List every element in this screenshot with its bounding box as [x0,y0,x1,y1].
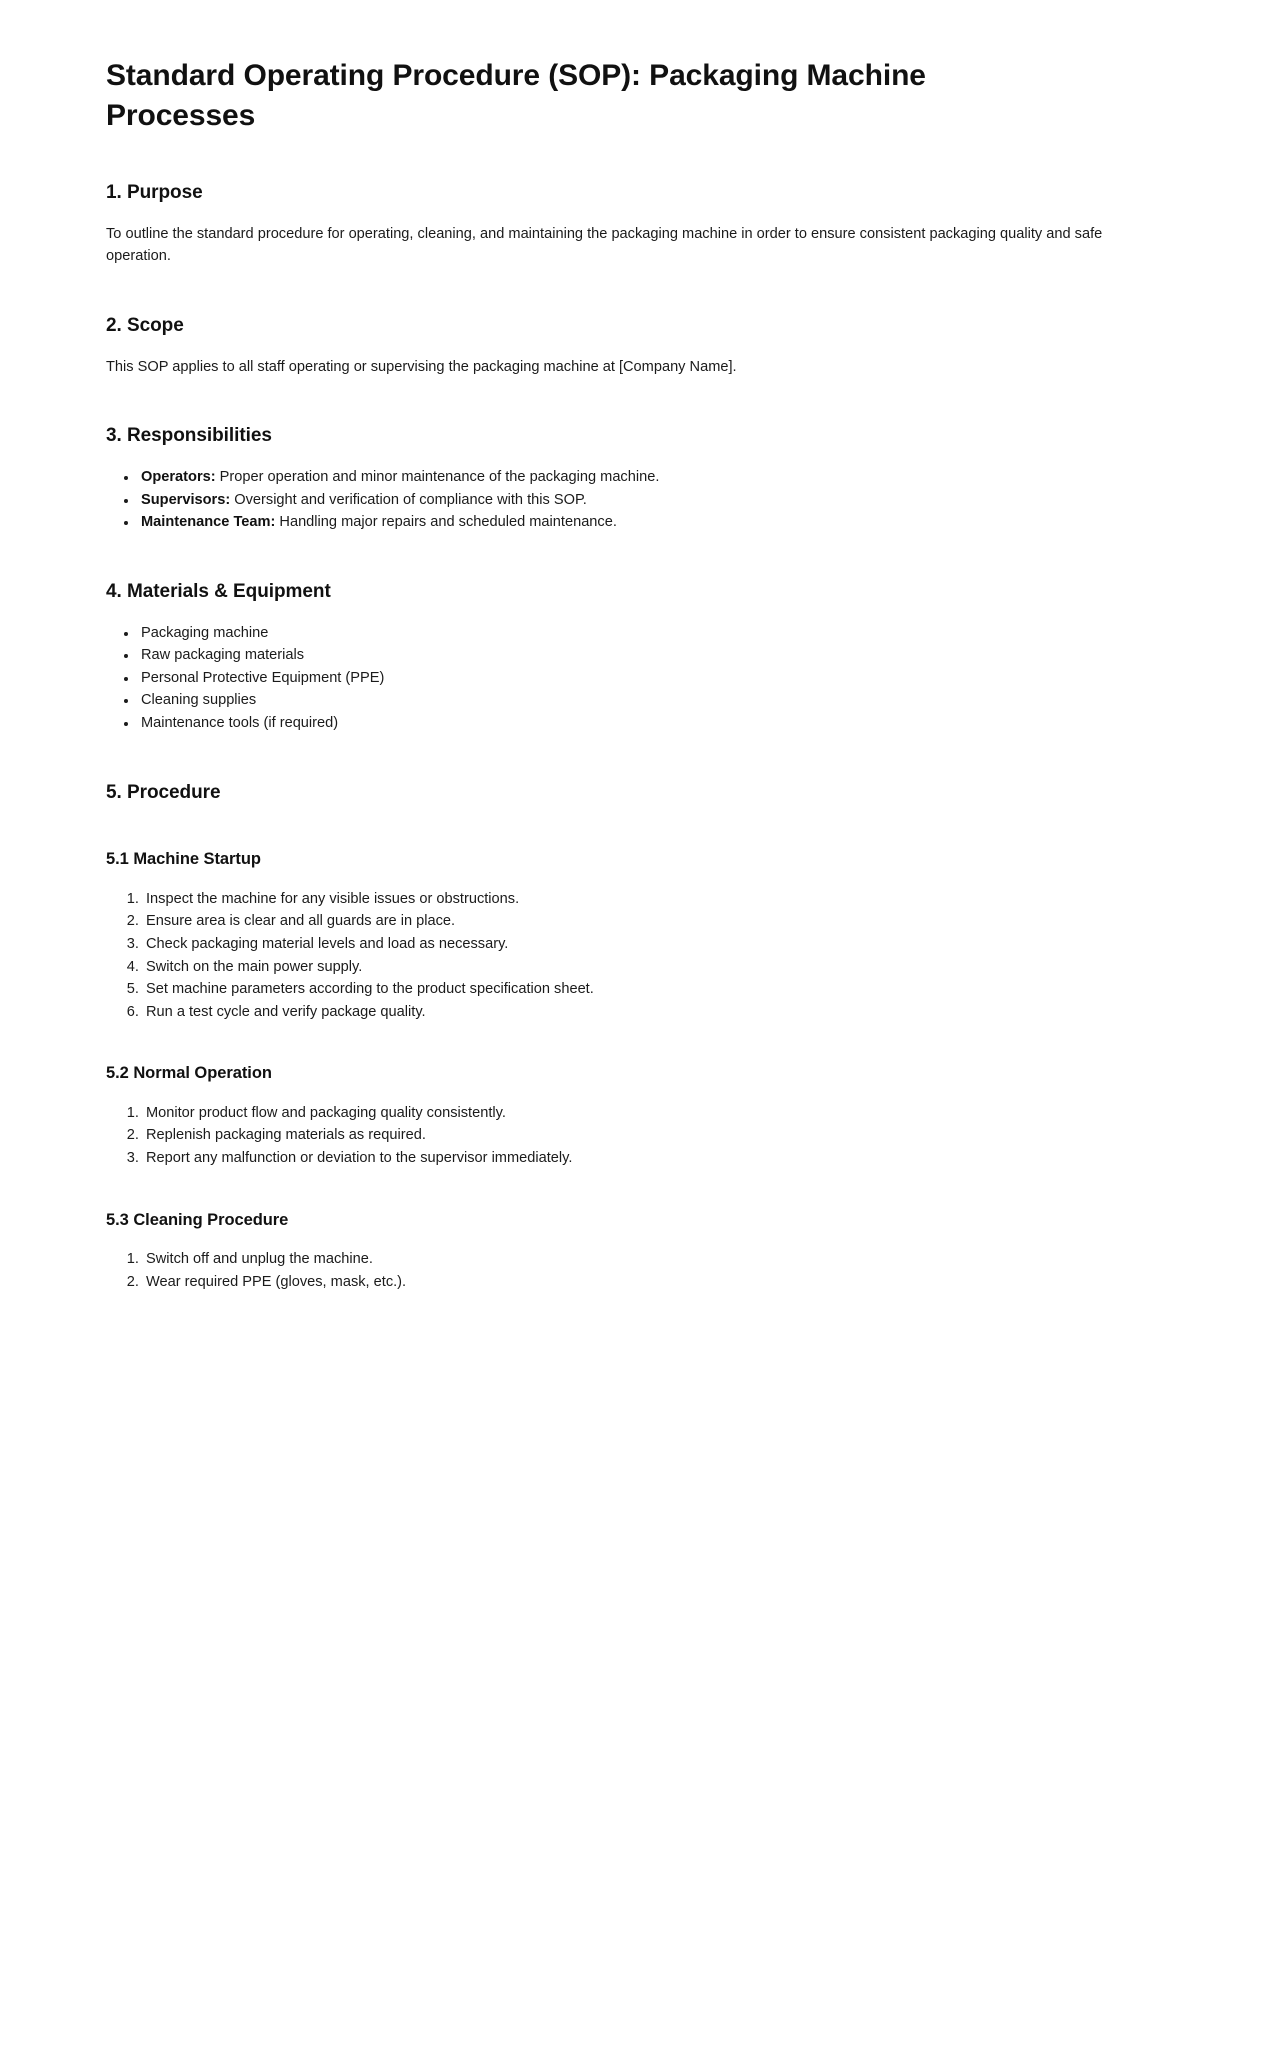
page-title: Standard Operating Procedure (SOP): Packaging Machine Processes [106,59,926,132]
subsection-heading-normal-operation: 5.2 Normal Operation [106,1064,272,1083]
cleaning-procedure-steps [106,1248,1163,1293]
subsection-heading-machine-startup: 5.1 Machine Startup [106,850,261,869]
list-item: • Packaging machine [138,622,1163,645]
section-paragraph-purpose: To outline the standard procedure for operating, cleaning, and maintaining the packaging machine in order to ensure consistent packaging quality and safe operation. [106,225,1103,265]
list-item: 6. Run a test cycle and verify package quality. [143,1001,1163,1024]
section-heading-responsibilities: 3. Responsibilities [106,425,272,447]
list-item-label: Supervisors: [141,491,231,508]
list-item: 1. Monitor product flow and packaging quality consistently. [143,1102,1163,1125]
list-item: 1. Inspect the machine for any visible issues or obstructions. [143,888,1163,911]
list-item: 3. Check packaging material levels and load as necessary. [143,933,1163,956]
normal-operation-steps [106,1102,1163,1170]
section-heading-purpose: 1. Purpose [106,182,203,204]
list-item: 2. Wear required PPE (gloves, mask, etc.). [143,1271,1163,1294]
responsibilities-list [106,466,1163,534]
list-item-text: Proper operation and minor maintenance of the packaging machine. [215,469,660,486]
list-item: 5. Set machine parameters according to the product specification sheet. [143,978,1163,1001]
materials-equipment-list [106,622,1163,735]
list-item [138,466,1163,489]
list-item-label: Maintenance Team: [141,514,276,531]
subsection-heading-cleaning-procedure: 5.3 Cleaning Procedure [106,1210,289,1229]
list-item: • Maintenance tools (if required) [138,712,1163,735]
list-item-text: Handling major repairs and scheduled maintenance. [275,514,617,531]
section-heading-procedure: 5. Procedure [106,781,221,803]
machine-startup-steps [106,888,1163,1024]
section-paragraph-scope: This SOP applies to all staff operating or supervising the packaging machine at [Company Name]. [106,358,737,375]
list-item-text: Oversight and verification of compliance with this SOP. [230,491,587,508]
spacer [106,805,1163,809]
list-item [138,511,1163,534]
list-item: 2. Replenish packaging materials as required. [143,1124,1163,1147]
list-item: • Raw packaging materials [138,644,1163,667]
list-item [138,489,1163,512]
list-item: 1. Switch off and unplug the machine. [143,1248,1163,1271]
section-heading-scope: 2. Scope [106,315,184,337]
section-heading-materials-equipment: 4. Materials & Equipment [106,580,331,602]
list-item: 2. Ensure area is clear and all guards are in place. [143,910,1163,933]
list-item: • Personal Protective Equipment (PPE) [138,667,1163,690]
list-item: • Cleaning supplies [138,689,1163,712]
list-item: 4. Switch on the main power supply. [143,956,1163,979]
list-item-label: Operators: [141,469,216,486]
list-item: 3. Report any malfunction or deviation to the supervisor immediately. [143,1147,1163,1170]
